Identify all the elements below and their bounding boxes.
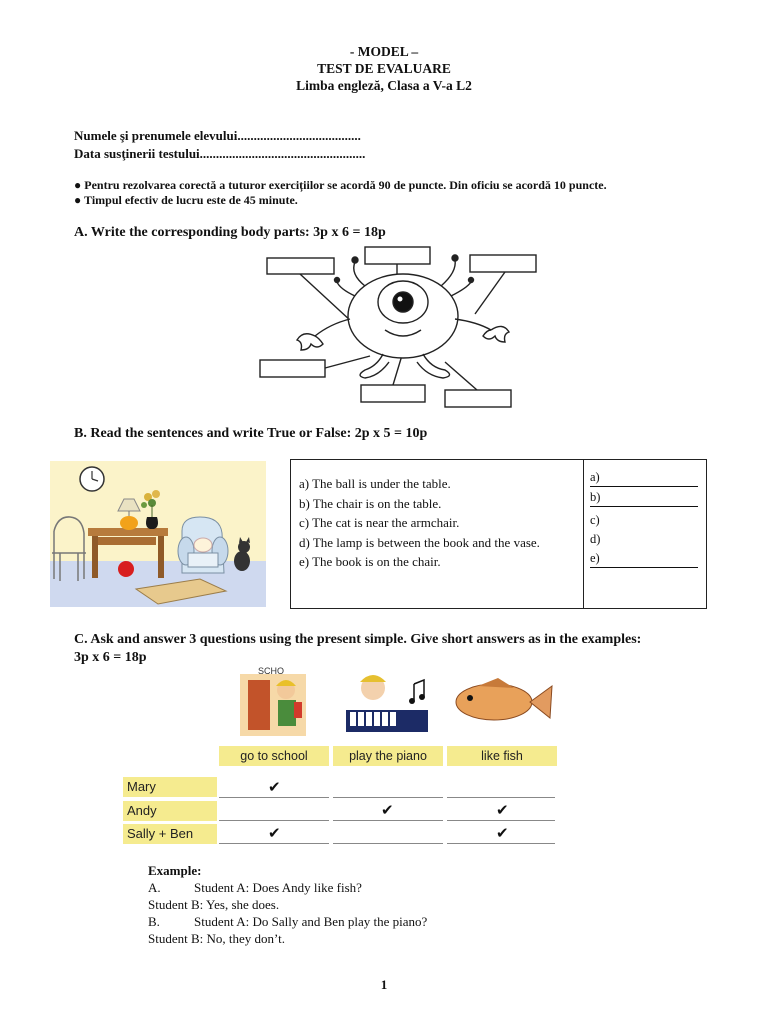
column-go-to-school: go to school (219, 746, 329, 766)
answer-line-a[interactable] (590, 486, 698, 487)
tick-andy-fish: ✔ (496, 801, 509, 819)
row-name-sally-ben: Sally + Ben (123, 824, 217, 844)
activities-illustration (238, 666, 554, 742)
piano-icon (346, 675, 428, 732)
page-number: 1 (380, 977, 388, 992)
sentence-a: a) The ball is under the table. (299, 476, 451, 491)
room-picture-cell (50, 459, 290, 607)
answer-box-6[interactable] (445, 390, 511, 407)
true-false-table (50, 459, 706, 609)
time-note: ● Timpul efectiv de lucru este de 45 minute. (74, 193, 298, 207)
grid-line (333, 797, 443, 798)
answer-box-1[interactable] (267, 258, 334, 274)
grid-line (447, 797, 555, 798)
test-title: TEST DE EVALUARE (317, 61, 451, 76)
answer-label-a: a) (590, 470, 600, 484)
answer-box-2[interactable] (365, 247, 430, 264)
grid-line (333, 820, 443, 821)
school-sign: SCHO (258, 666, 285, 676)
test-subtitle: Limba engleză, Clasa a V-a L2 (296, 78, 472, 93)
ball-icon (118, 561, 134, 577)
scoring-note: ● Pentru rezolvarea corectă a tuturor exercițiilor se acordă 90 de puncte. Din oficiu se acordă 10 puncte. (74, 178, 607, 192)
example-label-a: A. (148, 880, 161, 895)
model-label: - MODEL – (349, 44, 419, 59)
row-name-andy: Andy (123, 801, 217, 821)
answer-label-c: c) (590, 513, 600, 527)
example-title: Example: (148, 863, 202, 878)
tick-sally-ben-school: ✔ (268, 824, 281, 842)
sentences-cell (290, 459, 584, 609)
answer-box-5[interactable] (361, 385, 425, 402)
answer-line-e[interactable] (590, 567, 698, 568)
section-b-title: B. Read the sentences and write True or False: 2p x 5 = 10p (74, 426, 428, 441)
tick-mary-school: ✔ (268, 778, 281, 796)
test-date-line: Data susţinerii testului................................................... (74, 146, 366, 161)
book-icon (194, 538, 212, 552)
answer-label-e: e) (590, 551, 600, 565)
school-icon (240, 666, 306, 736)
fish-icon (456, 678, 552, 720)
grid-line (219, 797, 329, 798)
monster-illustration (255, 244, 545, 414)
answer-label-b: b) (590, 490, 601, 504)
tick-andy-piano: ✔ (381, 801, 394, 819)
section-a-title: A. Write the corresponding body parts: 3p x 6 = 18p (74, 225, 386, 240)
example-line-a-answer: Student B: Yes, she does. (148, 897, 280, 912)
grid-line (219, 820, 329, 821)
example-label-b: B. (148, 914, 160, 929)
example-line-b-answer: Student B: No, they don’t. (148, 931, 285, 946)
sentence-c: c) The cat is near the armchair. (299, 515, 460, 530)
sentence-e: e) The book is on the chair. (299, 554, 441, 569)
answer-box-4[interactable] (260, 360, 325, 377)
answer-box-3[interactable] (470, 255, 536, 272)
grid-line (447, 820, 555, 821)
sentence-d: d) The lamp is between the book and the vase. (299, 534, 540, 550)
student-name-line: Numele şi prenumele elevului...................................... (74, 128, 361, 143)
grid-line (333, 843, 443, 844)
column-play-the-piano: play the piano (333, 746, 443, 766)
sentence-b: b) The chair is on the table. (299, 495, 442, 511)
room-illustration (50, 461, 266, 607)
column-like-fish: like fish (447, 746, 557, 766)
grid-line (219, 843, 329, 844)
section-c-points: 3p x 6 = 18p (74, 650, 147, 665)
section-c-title: C. Ask and answer 3 questions using the present simple. Give short answers as in the examples: (74, 632, 642, 647)
example-line-b: Student A: Do Sally and Ben play the piano? (194, 914, 428, 929)
answer-label-d: d) (590, 532, 601, 546)
row-name-mary: Mary (123, 777, 217, 797)
example-line-a: Student A: Does Andy like fish? (194, 880, 362, 895)
answers-cell (583, 459, 707, 609)
tick-sally-ben-fish: ✔ (496, 824, 509, 842)
grid-line (447, 843, 555, 844)
answer-line-b[interactable] (590, 506, 698, 507)
